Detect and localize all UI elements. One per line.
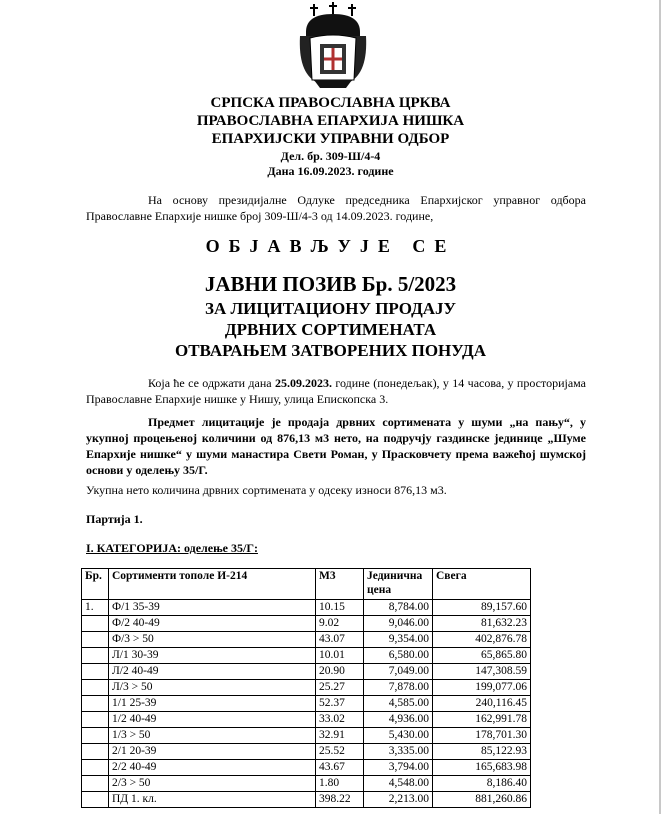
table-row [82, 776, 531, 792]
cell-total: 162,991.78 [433, 712, 531, 728]
cell-assortment: 2/1 20-39 [109, 744, 316, 760]
cell-assortment: 1/3 > 50 [109, 728, 316, 744]
cell-no [82, 616, 109, 632]
reference-number: Дел. бр. 309-Ш/4-4 [280, 149, 381, 163]
header-m3: М3 [316, 569, 364, 600]
cell-assortment: Л/2 40-49 [109, 664, 316, 680]
header-line-2: ПРАВОСЛАВНА ЕПАРХИЈА НИШКА [196, 113, 465, 129]
cell-m3: 43.07 [316, 632, 364, 648]
header-total: Свега [433, 569, 531, 600]
cell-unit-price: 9,354.00 [364, 632, 433, 648]
cell-assortment: 1/1 25-39 [109, 696, 316, 712]
cell-no [82, 696, 109, 712]
cell-no [82, 648, 109, 664]
table-row [82, 664, 531, 680]
cell-no [82, 744, 109, 760]
cell-total: 85,122.93 [433, 744, 531, 760]
table-row [82, 648, 531, 664]
auction-text-before: Која ће се одржати дана [148, 376, 275, 390]
cell-m3: 10.15 [316, 600, 364, 616]
subject-paragraph: Предмет лицитације је продаја дрвних сортимената у шуми „на пању“, у укупној процењеној количини од 876,13 м3 нето, на подручју газдинске јединице „Шуме Епархије нишке“ у шуми манастира Свети Роман, у Прасковчету према важећој шумској основи у оделењу 35/Г. [86, 415, 586, 477]
cell-unit-price: 7,049.00 [364, 664, 433, 680]
table-row [82, 600, 531, 616]
cell-assortment: Л/3 > 50 [109, 680, 316, 696]
cell-m3: 9.02 [316, 616, 364, 632]
cell-unit-price: 3,335.00 [364, 744, 433, 760]
table-row [82, 632, 531, 648]
cell-unit-price: 4,936.00 [364, 712, 433, 728]
cell-total: 199,077.06 [433, 680, 531, 696]
header-no: Бр. [82, 569, 109, 600]
cell-no [82, 664, 109, 680]
title-subtitle-2: ДРВНИХ СОРТИМЕНАТА [224, 320, 437, 339]
cell-no [82, 728, 109, 744]
cell-m3: 52.37 [316, 696, 364, 712]
table-row [82, 792, 531, 808]
announcement-heading: ОБЈАВЉУЈЕ СЕ [205, 236, 456, 256]
cell-unit-price: 7,878.00 [364, 680, 433, 696]
header-line-3: ЕПАРХИЈСКИ УПРАВНИ ОДБОР [211, 131, 450, 147]
cell-unit-price: 2,213.00 [364, 792, 433, 808]
cell-m3: 32.91 [316, 728, 364, 744]
auction-text-after: године (понедељак), у 14 часова, у просторијама Православне Епархије нишке у Нишу, улица Епископска 3. [86, 376, 586, 406]
cell-assortment: Ф/3 > 50 [109, 632, 316, 648]
table-row [82, 616, 531, 632]
cell-assortment: Ф/1 35-39 [109, 600, 316, 616]
cell-no [82, 792, 109, 808]
cell-m3: 10.01 [316, 648, 364, 664]
cell-m3: 33.02 [316, 712, 364, 728]
cell-unit-price: 6,580.00 [364, 648, 433, 664]
cell-m3: 398.22 [316, 792, 364, 808]
church-crest-icon [296, 2, 370, 88]
assortment-table [81, 568, 531, 808]
header-assortment: Сортименти тополе И-214 [109, 569, 316, 600]
auction-date-paragraph [86, 375, 586, 407]
table-row [82, 760, 531, 776]
title-main: ЈАВНИ ПОЗИВ Бр. 5/2023 [204, 272, 457, 296]
cell-no [82, 712, 109, 728]
total-volume-paragraph: Укупна нето количина дрвних сортимената у одсеку износи 876,13 м3. [86, 483, 447, 497]
cell-total: 65,865.80 [433, 648, 531, 664]
cell-unit-price: 5,430.00 [364, 728, 433, 744]
cell-unit-price: 4,548.00 [364, 776, 433, 792]
cell-assortment: ПД 1. кл. [109, 792, 316, 808]
cell-m3: 1.80 [316, 776, 364, 792]
intro-paragraph: На основу президијалне Одлуке председника Епархијског управног одбора Православне Епархије нишке број 309-Ш/4-3 од 14.09.2023. године, [86, 193, 586, 223]
cell-assortment: 2/3 > 50 [109, 776, 316, 792]
cell-m3: 25.52 [316, 744, 364, 760]
cell-assortment: Л/1 30-39 [109, 648, 316, 664]
cell-m3: 25.27 [316, 680, 364, 696]
cell-m3: 43.67 [316, 760, 364, 776]
cell-unit-price: 9,046.00 [364, 616, 433, 632]
cell-no [82, 680, 109, 696]
cell-no: 1. [82, 600, 109, 616]
table-row [82, 680, 531, 696]
cell-m3: 20.90 [316, 664, 364, 680]
cell-assortment: 2/2 40-49 [109, 760, 316, 776]
header-line-1: СРПСКА ПРАВОСЛАВНА ЦРКВА [210, 95, 451, 111]
cell-total: 881,260.86 [433, 792, 531, 808]
document-date: Дана 16.09.2023. године [267, 164, 394, 178]
table-header-row [82, 569, 531, 600]
cell-unit-price: 8,784.00 [364, 600, 433, 616]
auction-date: 25.09.2023. [274, 376, 332, 390]
cell-total: 81,632.23 [433, 616, 531, 632]
cell-total: 240,116.45 [433, 696, 531, 712]
cell-assortment: 1/2 40-49 [109, 712, 316, 728]
cell-total: 147,308.59 [433, 664, 531, 680]
cell-unit-price: 3,794.00 [364, 760, 433, 776]
table-row [82, 712, 531, 728]
cell-total: 178,701.30 [433, 728, 531, 744]
table-row [82, 744, 531, 760]
category-heading: I. КАТЕГОРИЈА: оделење 35/Г: [86, 541, 258, 555]
cell-total: 165,683.98 [433, 760, 531, 776]
cell-total: 402,876.78 [433, 632, 531, 648]
header-unit-price: Јединична цена [364, 569, 433, 600]
cell-unit-price: 4,585.00 [364, 696, 433, 712]
table-row [82, 696, 531, 712]
lot-heading: Партија 1. [86, 512, 143, 526]
cell-no [82, 760, 109, 776]
title-subtitle-3: ОТВАРАЊЕМ ЗАТВОРЕНИХ ПОНУДА [174, 341, 486, 360]
table-row [82, 728, 531, 744]
cell-no [82, 776, 109, 792]
table-body [82, 600, 531, 808]
cell-assortment: Ф/2 40-49 [109, 616, 316, 632]
cell-total: 89,157.60 [433, 600, 531, 616]
cell-no [82, 632, 109, 648]
cell-total: 8,186.40 [433, 776, 531, 792]
title-subtitle-1: ЗА ЛИЦИТАЦИОНУ ПРОДАЈУ [204, 299, 457, 318]
